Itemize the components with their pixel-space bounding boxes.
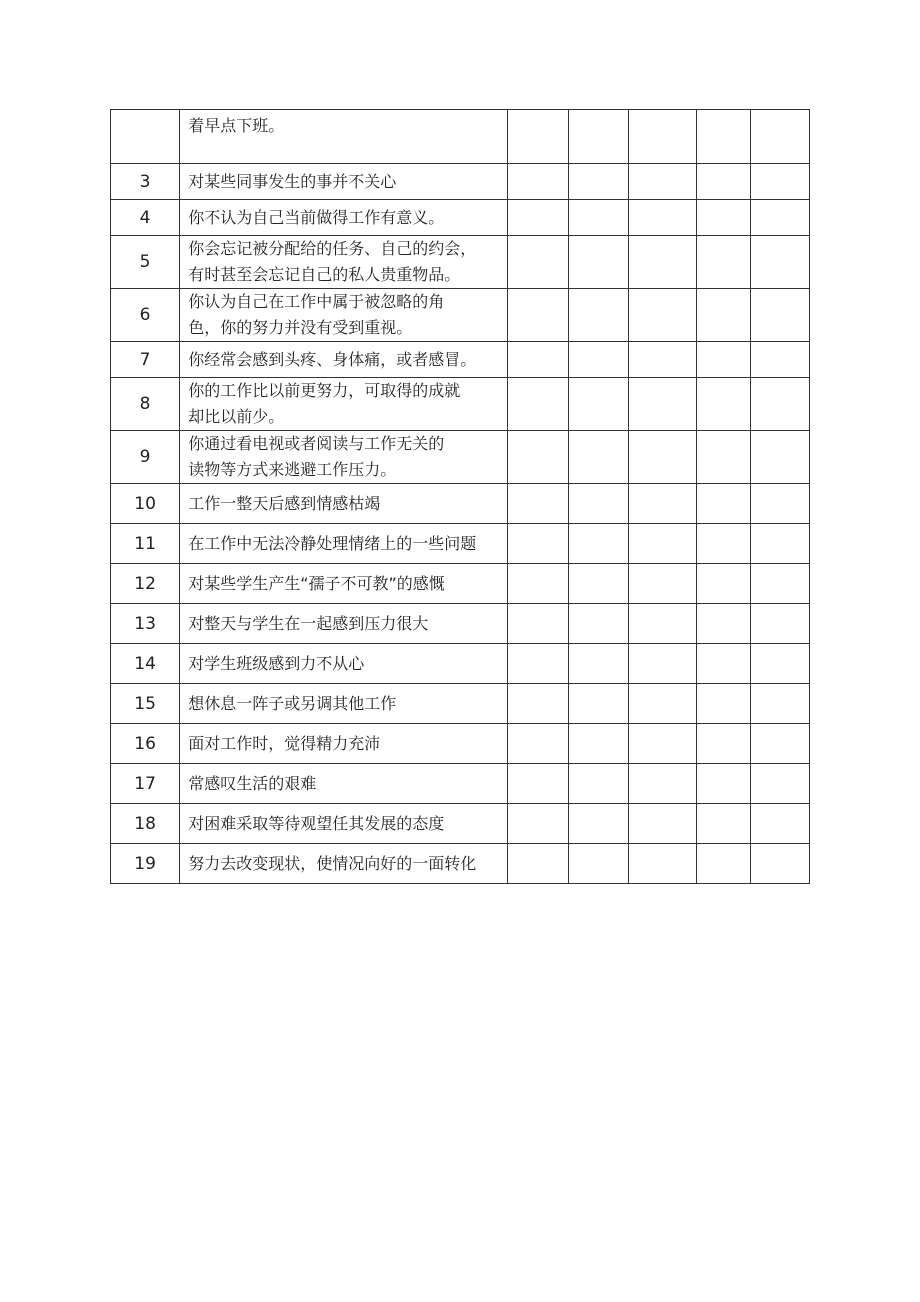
rating-cell[interactable] <box>696 604 750 644</box>
rating-cell[interactable] <box>750 200 809 236</box>
rating-cell[interactable] <box>750 164 809 200</box>
rating-cell[interactable] <box>696 110 750 164</box>
table-row <box>111 484 810 524</box>
item-text-line: 有时甚至会忘记自己的私人贵重物品。 <box>188 265 461 284</box>
rating-cell[interactable] <box>696 524 750 564</box>
rating-cell[interactable] <box>696 724 750 764</box>
rating-cell[interactable] <box>750 378 809 431</box>
rating-cell[interactable] <box>629 484 696 524</box>
rating-cell[interactable] <box>750 764 809 804</box>
rating-cell[interactable] <box>750 342 809 378</box>
rating-cell[interactable] <box>696 644 750 684</box>
item-text-line: 常感叹生活的艰难 <box>188 773 317 793</box>
rating-cell[interactable] <box>569 764 629 804</box>
rating-cell[interactable] <box>569 431 629 484</box>
item-number: 17 <box>111 764 180 804</box>
item-text-line: 着早点下班。 <box>188 116 285 135</box>
rating-cell[interactable] <box>696 289 750 342</box>
rating-cell[interactable] <box>508 524 569 564</box>
item-text <box>180 484 508 524</box>
item-number: 10 <box>111 484 180 524</box>
rating-cell[interactable] <box>508 378 569 431</box>
rating-cell[interactable] <box>696 804 750 844</box>
rating-cell[interactable] <box>508 604 569 644</box>
rating-cell[interactable] <box>750 564 809 604</box>
rating-cell[interactable] <box>508 164 569 200</box>
rating-cell[interactable] <box>569 484 629 524</box>
item-text-line: 你认为自己在工作中属于被忽略的角 <box>188 292 445 311</box>
item-text-line: 对某些学生产生“孺子不可教”的感慨 <box>188 573 445 593</box>
table-row <box>111 200 810 236</box>
table-row <box>111 764 810 804</box>
rating-cell[interactable] <box>629 724 696 764</box>
rating-cell[interactable] <box>629 200 696 236</box>
item-text <box>180 524 508 564</box>
table-row <box>111 289 810 342</box>
item-text <box>180 164 508 200</box>
item-text-line: 对某些同事发生的事并不关心 <box>188 171 397 191</box>
rating-cell[interactable] <box>569 236 629 289</box>
rating-cell[interactable] <box>508 342 569 378</box>
rating-cell[interactable] <box>508 844 569 884</box>
table-row <box>111 236 810 289</box>
rating-cell[interactable] <box>569 164 629 200</box>
item-number: 8 <box>111 378 180 431</box>
rating-cell[interactable] <box>508 484 569 524</box>
rating-cell[interactable] <box>508 684 569 724</box>
item-text-line: 你通过看电视或者阅读与工作无关的 <box>188 434 445 453</box>
item-text <box>180 378 508 431</box>
rating-cell[interactable] <box>569 524 629 564</box>
rating-cell[interactable] <box>750 804 809 844</box>
rating-cell[interactable] <box>569 342 629 378</box>
table-row <box>111 804 810 844</box>
item-text-line: 对困难采取等待观望任其发展的态度 <box>188 813 445 833</box>
item-text <box>180 804 508 844</box>
table-row <box>111 844 810 884</box>
rating-cell[interactable] <box>629 236 696 289</box>
rating-cell[interactable] <box>569 844 629 884</box>
rating-cell[interactable] <box>508 110 569 164</box>
rating-cell[interactable] <box>696 484 750 524</box>
item-number: 13 <box>111 604 180 644</box>
item-text <box>180 200 508 236</box>
table-row <box>111 342 810 378</box>
rating-cell[interactable] <box>750 524 809 564</box>
table-row <box>111 644 810 684</box>
item-number: 12 <box>111 564 180 604</box>
item-number: 9 <box>111 431 180 484</box>
item-text <box>180 764 508 804</box>
rating-cell[interactable] <box>629 524 696 564</box>
table-row <box>111 110 810 164</box>
rating-cell[interactable] <box>508 564 569 604</box>
item-text <box>180 644 508 684</box>
table-row <box>111 604 810 644</box>
item-text-line: 你不认为自己当前做得工作有意义。 <box>188 207 445 227</box>
rating-cell[interactable] <box>696 844 750 884</box>
rating-cell[interactable] <box>696 378 750 431</box>
rating-cell[interactable] <box>750 110 809 164</box>
rating-cell[interactable] <box>569 289 629 342</box>
rating-cell[interactable] <box>696 236 750 289</box>
item-text-line: 色，你的努力并没有受到重视。 <box>188 318 413 337</box>
rating-cell[interactable] <box>569 604 629 644</box>
item-number: 16 <box>111 724 180 764</box>
item-text <box>180 342 508 378</box>
rating-cell[interactable] <box>750 844 809 884</box>
rating-cell[interactable] <box>629 764 696 804</box>
rating-cell[interactable] <box>629 431 696 484</box>
item-text <box>180 684 508 724</box>
rating-cell[interactable] <box>569 110 629 164</box>
rating-cell[interactable] <box>569 200 629 236</box>
rating-cell[interactable] <box>508 764 569 804</box>
item-number: 7 <box>111 342 180 378</box>
rating-cell[interactable] <box>750 604 809 644</box>
rating-cell[interactable] <box>629 844 696 884</box>
item-number <box>111 110 180 164</box>
rating-cell[interactable] <box>750 484 809 524</box>
rating-cell[interactable] <box>696 200 750 236</box>
rating-cell[interactable] <box>696 564 750 604</box>
rating-cell[interactable] <box>750 644 809 684</box>
table-row <box>111 431 810 484</box>
item-text <box>180 844 508 884</box>
rating-cell[interactable] <box>508 236 569 289</box>
rating-cell[interactable] <box>696 342 750 378</box>
rating-cell[interactable] <box>750 236 809 289</box>
rating-cell[interactable] <box>629 378 696 431</box>
rating-cell[interactable] <box>629 164 696 200</box>
rating-cell[interactable] <box>629 684 696 724</box>
rating-cell[interactable] <box>508 431 569 484</box>
rating-cell[interactable] <box>750 684 809 724</box>
rating-cell[interactable] <box>750 431 809 484</box>
rating-cell[interactable] <box>696 764 750 804</box>
table-row <box>111 378 810 431</box>
rating-cell[interactable] <box>750 289 809 342</box>
rating-cell[interactable] <box>629 110 696 164</box>
rating-cell[interactable] <box>569 564 629 604</box>
rating-cell[interactable] <box>508 200 569 236</box>
rating-cell[interactable] <box>569 644 629 684</box>
item-number: 11 <box>111 524 180 564</box>
rating-cell[interactable] <box>629 644 696 684</box>
table-row <box>111 524 810 564</box>
rating-cell[interactable] <box>629 289 696 342</box>
rating-cell[interactable] <box>569 378 629 431</box>
item-number: 6 <box>111 289 180 342</box>
survey-table <box>110 109 810 884</box>
rating-cell[interactable] <box>750 724 809 764</box>
table-row <box>111 164 810 200</box>
item-text-line: 读物等方式来逃避工作压力。 <box>188 460 397 479</box>
item-number: 5 <box>111 236 180 289</box>
rating-cell[interactable] <box>696 164 750 200</box>
rating-cell[interactable] <box>696 431 750 484</box>
rating-cell[interactable] <box>508 724 569 764</box>
rating-cell[interactable] <box>569 724 629 764</box>
item-text <box>180 431 508 484</box>
item-number: 18 <box>111 804 180 844</box>
rating-cell[interactable] <box>629 604 696 644</box>
item-number: 4 <box>111 200 180 236</box>
rating-cell[interactable] <box>508 644 569 684</box>
rating-cell[interactable] <box>569 684 629 724</box>
item-text-line: 却比以前少。 <box>188 407 285 426</box>
item-text <box>180 289 508 342</box>
table-row <box>111 564 810 604</box>
item-text-line: 努力去改变现状，使情况向好的一面转化 <box>188 853 477 873</box>
rating-cell[interactable] <box>629 342 696 378</box>
item-text-line: 面对工作时，觉得精力充沛 <box>188 733 381 753</box>
item-number: 3 <box>111 164 180 200</box>
item-text-line: 在工作中无法冷静处理情绪上的一些问题 <box>188 533 477 553</box>
item-number: 19 <box>111 844 180 884</box>
rating-cell[interactable] <box>629 564 696 604</box>
item-text-line: 你会忘记被分配给的任务、自己的约会， <box>188 239 477 258</box>
table-row <box>111 724 810 764</box>
item-number: 14 <box>111 644 180 684</box>
item-text-line: 工作一整天后感到情感枯竭 <box>188 493 381 513</box>
rating-cell[interactable] <box>696 684 750 724</box>
item-text-line: 你经常会感到头疼、身体痛，或者感冒。 <box>188 349 477 369</box>
survey-table-body <box>111 110 810 884</box>
rating-cell[interactable] <box>629 804 696 844</box>
item-number: 15 <box>111 684 180 724</box>
item-text <box>180 236 508 289</box>
item-text <box>180 604 508 644</box>
item-text-line: 想休息一阵子或另调其他工作 <box>188 693 397 713</box>
rating-cell[interactable] <box>569 804 629 844</box>
rating-cell[interactable] <box>508 289 569 342</box>
item-text-line: 你的工作比以前更努力，可取得的成就 <box>188 381 461 400</box>
rating-cell[interactable] <box>508 804 569 844</box>
item-text <box>180 564 508 604</box>
item-text-line: 对整天与学生在一起感到压力很大 <box>188 613 429 633</box>
table-row <box>111 684 810 724</box>
item-text-line: 对学生班级感到力不从心 <box>188 653 365 673</box>
item-text <box>180 724 508 764</box>
item-text <box>180 110 508 164</box>
